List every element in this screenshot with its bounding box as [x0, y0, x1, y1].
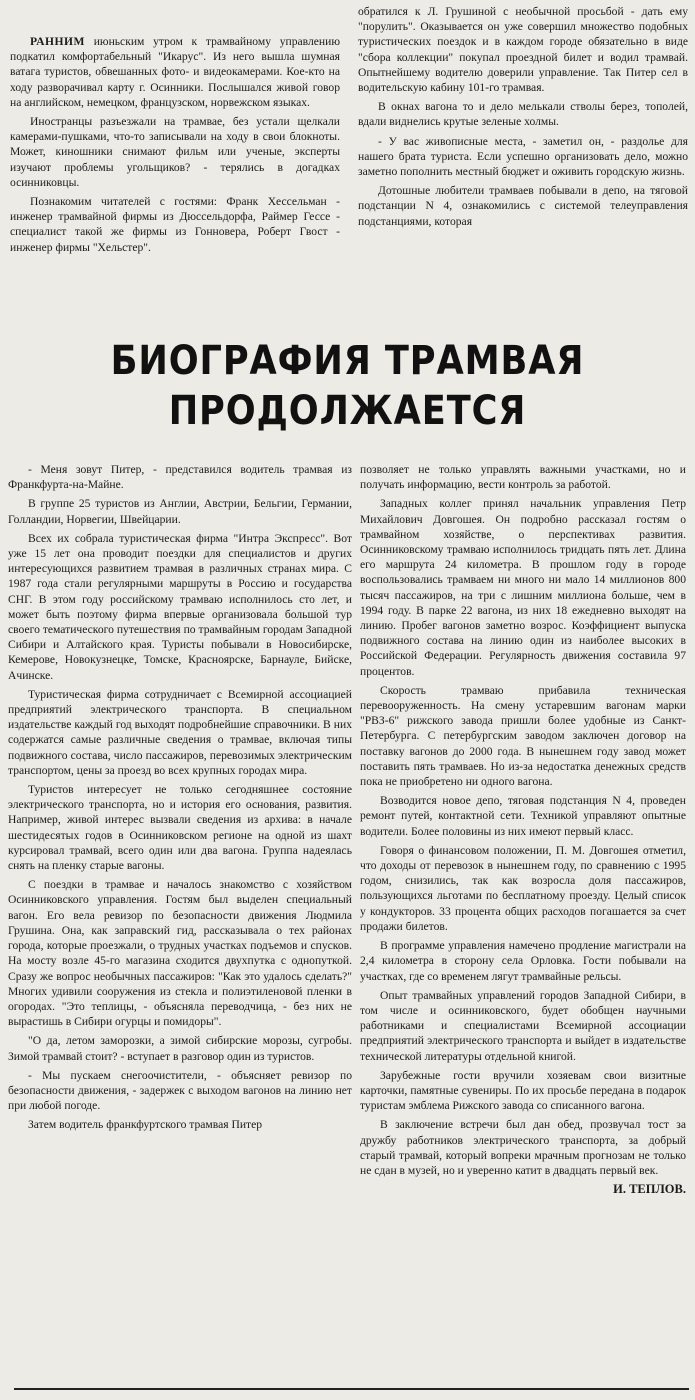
- paragraph: Всех их собрала туристическая фирма "Интра Экспресс". Вот уже 15 лет она проводит поездки для специалистов и других интересующихся развитием трамвая в различных странах мира. С 1987 года стали регулярными маршруты в Россию и государства СНГ. В этом году российскому трамваю исполнилось сто лет, и может быть поэтому фирма впервые организовала большой тур своего тематического путешествия по трамвайным городам Западной Сибири и Алтайского края. Туристы побывали в Новосибирске, Кемерове, Новокузнецке, Томске, Красноярске, Барнауле, Бийске, Ачинске.: [8, 531, 352, 682]
- paragraph: Возводится новое депо, тяговая подстанция N 4, проведен ремонт путей, контактной сети. Техникой управляют опытные водители. Более половины из них имеют первый класс.: [360, 794, 686, 838]
- paragraph: Туристическая фирма сотрудничает с Всемирной ассоциацией предприятий электрического транспорта. В специальном издательстве каждый год выходят подробнейшие справочники. В них содержатся самые различные сведения о трамвае, включая типы подвижного состава, число пассажиров, перевозимых электрическим транспортом, цены за проезд во всех крупных городах мира.: [8, 687, 352, 777]
- paragraph: В программе управления намечено продление магистрали на 2,4 километра в сторону села Орловка. Гости побывали на участках, где со временем лягут трамвайные рельсы.: [360, 939, 686, 983]
- bottom-rule: [14, 1388, 689, 1390]
- top-left-column: [10, 34, 340, 326]
- paragraph: Опыт трамвайных управлений городов Западной Сибири, в том числе и осинниковского, будет обобщен научными работниками и специалистами Всемирной ассоциации предприятий электрического транспорта и выйдет в издательстве технической литературы отдельной книгой.: [360, 988, 686, 1063]
- paragraph: Западных коллег принял начальник управления Петр Михайлович Довгошея. Он подробно рассказал гостям о трамвайном хозяйстве, о перспективах развития. Осинниковскому трамваю исполнилось тридцать пять лет. Длина его маршрута 24 километра. В прошлом году в городе воспользовались трамваем ни много ни мало 14 миллионов 800 тысяч пассажиров, на три с лишним миллиона больше, чем в 1994 году. В парке 22 вагона, из них 18 ежедневно выходят на линию. Пробег вагонов заметно возрос. Коэффициент выпуска подвижного состава на линию один из наиболее высоких в Российской Федерации. Регулярность движения составила 97 процентов.: [360, 497, 686, 678]
- paragraph: Зарубежные гости вручили хозяевам свои визитные карточки, памятные сувениры. По их просьбе передана в подарок туристам эмблема Рижского завода со списанного вагона.: [360, 1068, 686, 1113]
- bottom-right-column: [360, 462, 686, 1372]
- top-right-column: [358, 4, 688, 328]
- paragraph: - У вас живописные места, - заметил он, - раздолье для нашего брата туриста. Если успешно организовать дело, можно заметно пополнить местный бюджет и оживить городскую жизнь.: [358, 134, 688, 179]
- paragraph: обратился к Л. Грушиной с необычной просьбой - дать ему "порулить". Оказывается он уже совершил множество подобных туристических поездок и в каждом городе обязательно в виде "сбора коллекции" покупал проездной билет и водил трамвай. Опытнейшему водителю доверили управление. Так Питер сел в водительскую кабину 101-го трамвая.: [358, 5, 688, 95]
- paragraph-text: июньским утром к трамвайному управлению подкатил комфортабельный "Икарус". Из него вышла шумная ватага туристов, обвешанных фото- и видеокамерами. Кое-кто на ходу разворачивал карту г. Осинники. Послышался живой говор на английском, немецком, французском, норвежском языках.: [10, 35, 340, 109]
- paragraph: [10, 34, 340, 110]
- paragraph: В группе 25 туристов из Англии, Австрии, Бельгии, Германии, Голландии, Норвегии, Швейцарии.: [8, 497, 352, 526]
- paragraph: С поездки в трамвае и началось знакомство с хозяйством Осинниковского управления. Гостям был выделен специальный вагон. Его вела ревизор по безопасности движения Людмила Грушина. Она, как заправский гид, рассказывала о тех районах города, которые проезжали, о трудных участках подъемов и спусков. На мосту возле 45-го магазина сходится двухпутка с однопуткой. Сразу же вопрос необычных пассажиров: "Как это удалось сделать?" Многих удивили сооружения из стекла и полиэтиленовой пленки в огородах. "Это теплицы, - объясняла переводчица, - без них не вырастишь в Сибири огурцы и помидоры".: [8, 878, 352, 1029]
- author-signature: И. ТЕПЛОВ.: [613, 1182, 686, 1197]
- paragraph: Познакомим читателей с гостями: Франк Хессельман - инженер трамвайной фирмы из Дюссельдорфа, Раймер Гессе - специалист такой же фирмы из Гонновера, Роберт Гвост - инженер фирмы "Хельстер".: [10, 195, 340, 254]
- paragraph: Дотошные любители трамваев побывали в депо, на тяговой подстанции N 4, ознакомились с системой телеуправления подстанциями, которая: [358, 184, 688, 228]
- paragraph: Туристов интересует не только сегодняшнее состояние электрического транспорта, но и история его основания, развития. Например, живой интерес вызвали сведения из архива: в начале шестидесятых годов в Осинниковском регионе на одной из шахт курсировал трамвай, всего один или два вагона. Группа надеялась снять на пленку старые вагоны.: [8, 783, 352, 873]
- lead-word: РАННИМ: [30, 35, 85, 48]
- paragraph: В окнах вагона то и дело мелькали стволы берез, тополей, вдали виднелись крутые зеленые холмы.: [358, 100, 688, 129]
- paragraph: Говоря о финансовом положении, П. М. Довгошея отметил, что доходы от перевозок в нынешнем году, по сравнению с 1995 годом, снизились, так как возросла доля пассажиров, пользующихся льготами по бесплатному проезду. Целый список у кондукторов. 33 процента общих расходов погашается за счет продажи билетов.: [360, 843, 686, 933]
- paragraph: позволяет не только управлять важными участками, но и получать информацию, вести контроль за работой.: [360, 463, 686, 492]
- paragraph: - Меня зовут Питер, - представился водитель трамвая из Франкфурта-на-Майне.: [8, 463, 352, 492]
- paragraph: В заключение встречи был дан обед, прозвучал тост за дружбу работников электрического транспорта, за добрый старый трамвай, который вопреки мрачным прогнозам не только не сдан в музей, но и уверенно катит в двадцать первый век.: [360, 1118, 686, 1177]
- paragraph: Затем водитель франкфуртского трамвая Питер: [28, 1118, 263, 1132]
- article-headline: [95, 336, 601, 436]
- paragraph: - Мы пускаем снегоочистители, - объясняет ревизор по безопасности движения, - задержек с выходом вагонов на линию нет при любой погоде.: [8, 1068, 352, 1113]
- paragraph: "О да, летом заморозки, а зимой сибирские морозы, сугробы. Зимой трамвай стоит? - вступает в разговор один из туристов.: [8, 1034, 352, 1063]
- headline-line-2: ПРОДОЛЖАЕТСЯ: [168, 388, 527, 434]
- bottom-left-column: [8, 462, 352, 1374]
- paragraph: Скорость трамваю прибавила техническая перевооруженность. На смену устаревшим вагонам марки "РВЗ-6" рижского завода пришли более удобные из Санкт-Петербурга. С петербургским заводом заключен договор на поставку вагонов до 2000 года. В нынешнем году завод может поставить пять трамваев. Но из-за недостатка денежных средств пока не приобретено ни одного вагона.: [360, 683, 686, 789]
- paragraph: Иностранцы разъезжали на трамвае, без устали щелкали камерами-пушками, что-то записывали на ходу в свои блокноты. Может, киношники снимают фильм или ученые, эксперты изучают проблемы угольщиков? - терялись в догадках осинниковцы.: [10, 115, 340, 189]
- headline-line-1: БИОГРАФИЯ ТРАМВАЯ: [110, 338, 585, 384]
